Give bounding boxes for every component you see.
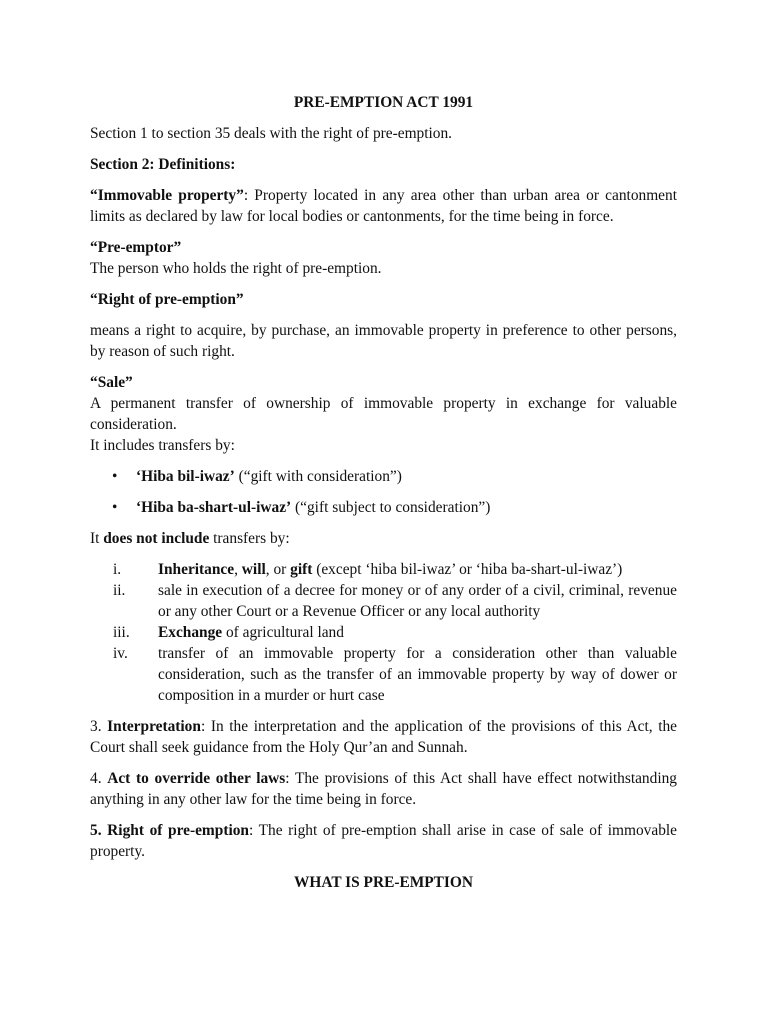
list-item: • ‘Hiba ba-shart-ul-iwaz’ (“gift subject to consideration”) (112, 499, 491, 516)
list-item: iii. Exchange of agricultural land (113, 624, 344, 641)
definition-right-of-pre-emption-term: “Right of pre-emption” (90, 291, 244, 308)
intro-paragraph: Section 1 to section 35 deals with the right of pre-emption. (90, 125, 453, 142)
sale-includes-intro: It includes transfers by: (90, 437, 235, 454)
definition-pre-emptor-text: The person who holds the right of pre-emption. (90, 260, 382, 277)
definition-sale-term: “Sale” (90, 374, 133, 391)
document-title: PRE-EMPTION ACT 1991 (293, 94, 474, 111)
section2-heading: Section 2: Definitions: (90, 156, 236, 173)
sale-includes-list (90, 466, 677, 518)
list-item: iv. transfer of an immovable property for a consideration other than valuable consideration, such as the transfer of an immovable property by way of dower or composition in a murder or hurt case (113, 645, 677, 704)
definition-pre-emptor-term: “Pre-emptor” (90, 239, 182, 256)
bullet-icon: • (112, 499, 118, 516)
section-3-interpretation: 3. Interpretation: In the interpretation and the application of the provisions of this Act, the Court shall seek guidance from the Holy Qur’an and Sunnah. (90, 718, 678, 756)
definition-immovable-property: “Immovable property”: Property located in any area other than urban area or cantonment limits as declared by law for local bodies or cantonments, for the time being in force. (90, 187, 677, 225)
definition-right-of-pre-emption-text: means a right to acquire, by purchase, an immovable property in preference to other persons, by reason of such right. (90, 322, 677, 360)
list-number: iv. (113, 645, 128, 662)
sale-excludes-intro: It does not include transfers by: (90, 530, 290, 547)
list-item: • ‘Hiba bil-iwaz’ (“gift with consideration”) (112, 468, 402, 485)
document-content (90, 92, 677, 893)
definition-text: Property located in any area other than urban area or cantonment limits as declared by law for local bodies or cantonments, for the time being in force. (90, 187, 677, 225)
list-number: i. (113, 561, 122, 578)
list-number: iii. (113, 624, 130, 641)
list-item: i. Inheritance, will, or gift (except ‘hiba bil-iwaz’ or ‘hiba ba-shart-ul-iwaz’) (113, 561, 623, 578)
sale-excludes-list (90, 559, 677, 706)
list-item: ii. sale in execution of a decree for money or of any order of a civil, criminal, revenue or any other Court or a Revenue Officer or any local authority (113, 582, 677, 620)
definition-term: “Immovable property” (90, 187, 244, 204)
what-is-pre-emption-heading: WHAT IS PRE-EMPTION (293, 874, 473, 891)
list-number: ii. (113, 582, 126, 599)
definition-sale-text: A permanent transfer of ownership of immovable property in exchange for valuable consideration. (90, 395, 677, 433)
bullet-icon: • (112, 468, 118, 485)
section-5-right-of-pre-emption: 5. Right of pre-emption: The right of pre-emption shall arise in case of sale of immovable property. (90, 822, 677, 860)
section-4-override: 4. Act to override other laws: The provisions of this Act shall have effect notwithstanding anything in any other law for the time being in force. (90, 770, 677, 808)
